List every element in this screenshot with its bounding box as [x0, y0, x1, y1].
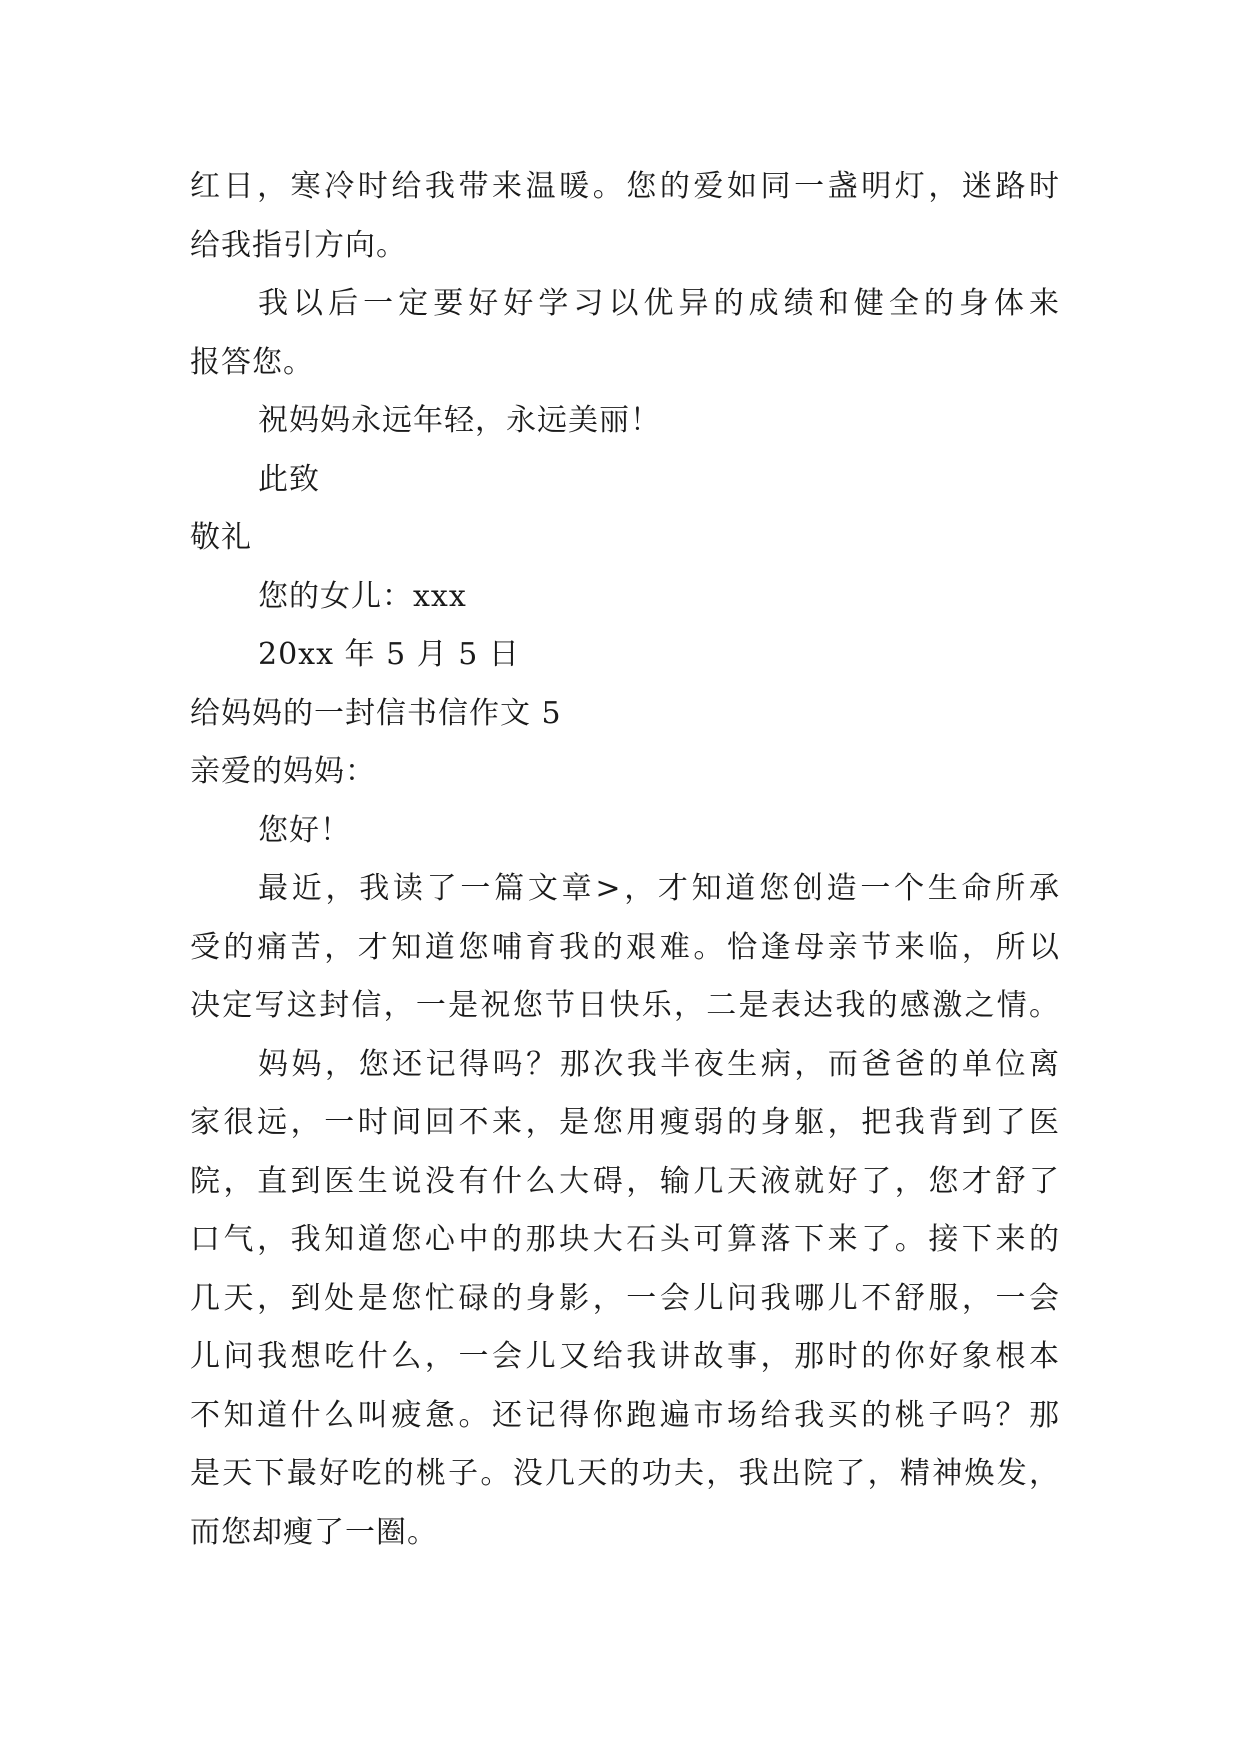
text-line: 家很远，一时间回不来，是您用瘦弱的身躯，把我背到了医: [190, 1105, 1060, 1140]
paragraph-start: 妈妈，您还记得吗？那次我半夜生病，而爸爸的单位离: [258, 1046, 1060, 1082]
signature: 您的女儿：xxx: [258, 578, 467, 614]
paragraph-start: 最近，我读了一篇文章>，才知道您创造一个生命所承: [258, 871, 1060, 906]
salute: 敬礼: [190, 520, 252, 555]
closing-phrase: 此致: [258, 461, 320, 497]
text-line: 红日，寒冷时给我带来温暖。您的爱如同一盏明灯，迷路时: [190, 169, 1060, 204]
date: 20xx 年 5 月 5 日: [258, 637, 520, 672]
text-line: 几天，到处是您忙碌的身影，一会儿问我哪儿不舒服，一会: [190, 1280, 1060, 1316]
text-line: 报答您。: [190, 344, 314, 380]
text-line: 给我指引方向。: [190, 227, 407, 263]
text-line: 不知道什么叫疲惫。还记得你跑遍市场给我买的桃子吗？那: [190, 1397, 1060, 1433]
greeting: 亲爱的妈妈：: [190, 754, 376, 789]
text-line: 而您却瘦了一圈。: [190, 1514, 438, 1550]
wish-line: 祝妈妈永远年轻，永远美丽！: [258, 403, 661, 438]
text-line: 是天下最好吃的桃子。没几天的功夫，我出院了，精神焕发，: [190, 1456, 1060, 1491]
section-title: 给妈妈的一封信书信作文 5: [190, 695, 562, 731]
salutation: 您好！: [258, 812, 351, 848]
paragraph-start: 我以后一定要好好学习以优异的成绩和健全的身体来: [258, 286, 1060, 321]
text-line: 儿问我想吃什么，一会儿又给我讲故事，那时的你好象根本: [190, 1339, 1060, 1374]
text-line: 决定写这封信，一是祝您节日快乐，二是表达我的感激之情。: [190, 988, 1060, 1023]
text-line: 口气，我知道您心中的那块大石头可算落下来了。接下来的: [190, 1222, 1060, 1257]
text-line: 院，直到医生说没有什么大碍，输几天液就好了，您才舒了: [190, 1163, 1060, 1199]
text-line: 受的痛苦，才知道您哺育我的艰难。恰逢母亲节来临，所以: [190, 929, 1060, 965]
letter-body: [190, 158, 1060, 1562]
